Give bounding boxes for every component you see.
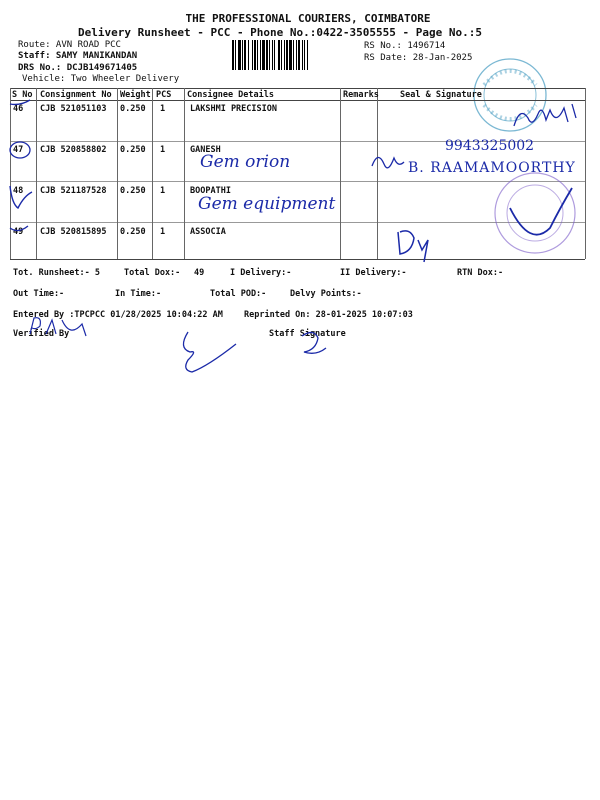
header-pcs: PCS [156, 90, 172, 100]
entered-by: Entered By :TPCPCC 01/28/2025 10:04:22 AM [13, 310, 223, 320]
company-title: THE PROFESSIONAL COURIERS, COIMBATORE [185, 12, 431, 25]
rs-date: RS Date: 28-Jan-2025 [364, 53, 473, 63]
header-seal-signature: Seal & Signature [400, 90, 482, 100]
handwritten-phone: 9943325002 [445, 138, 535, 154]
row-sno: 46 [13, 104, 24, 114]
handwritten-receiver-name: B. RAAMAMOORTHY [408, 160, 576, 176]
total-pod: Total POD:- [210, 289, 267, 299]
signature-row-1 [506, 96, 586, 136]
ii-delivery: II Delivery:- [340, 268, 407, 278]
verified-by: Verified By [13, 329, 70, 339]
signature-row-2 [368, 146, 408, 180]
row-weight: 0.250 [120, 104, 146, 114]
row-consignment: CJB 520858802 [40, 145, 107, 155]
out-time: Out Time:- [13, 289, 65, 299]
row-pcs: 1 [160, 227, 166, 237]
row-sno: 48 [13, 186, 24, 196]
rtn-dox: RTN Dox:- [457, 268, 504, 278]
row-sno: 49 [13, 227, 24, 237]
header-remarks: Remarks [343, 90, 379, 100]
handwritten-company: Gem equipment [198, 194, 336, 214]
row-weight: 0.250 [120, 227, 146, 237]
header-consignment: Consignment No [40, 90, 112, 100]
i-delivery: I Delivery:- [230, 268, 292, 278]
tot-runsheet: Tot. Runsheet:- 5 [13, 268, 100, 278]
total-dox-label: Total Dox:- [124, 268, 181, 278]
drs-number: DRS No.: DCJB149671405 [18, 63, 138, 73]
row-weight: 0.250 [120, 186, 146, 196]
row-consignee: LAKSHMI PRECISION [190, 104, 277, 114]
row-consignment: CJB 521187528 [40, 186, 107, 196]
row-pcs: 1 [160, 104, 166, 114]
staff-signature: Staff Signature [269, 329, 346, 339]
reprinted-on: Reprinted On: 28-01-2025 10:07:03 [244, 310, 413, 320]
sno-tick-marks [6, 96, 40, 241]
delvy-points: Delvy Points:- [290, 289, 362, 299]
row-consignee: BOOPATHI [190, 186, 231, 196]
header-weight: Weight [120, 90, 151, 100]
header-consignee: Consignee Details [187, 90, 274, 100]
staff: Staff: SAMY MANIKANDAN [18, 51, 138, 61]
row-weight: 0.250 [120, 145, 146, 155]
total-dox-value: 49 [194, 268, 205, 278]
row-pcs: 1 [160, 186, 166, 196]
route: Route: AVN ROAD PCC [18, 40, 121, 50]
row-consignee: GANESH [190, 145, 221, 155]
row-pcs: 1 [160, 145, 166, 155]
staff-signature-mark [296, 326, 336, 360]
runsheet-subtitle: Delivery Runsheet - PCC - Phone No.:0422-3505555 - Page No.:5 [78, 26, 482, 39]
handwritten-company: Gem orion [200, 152, 291, 172]
rs-number: RS No.: 1496714 [364, 41, 446, 51]
header-sno: S No [12, 90, 33, 100]
signature-row-4 [392, 226, 442, 266]
barcode [232, 40, 354, 70]
row-consignment: CJB 520815895 [40, 227, 107, 237]
verified-by-signature [168, 328, 240, 376]
round-seal [480, 168, 590, 268]
in-time: In Time:- [115, 289, 162, 299]
row-consignment: CJB 521051103 [40, 104, 107, 114]
row-consignee: ASSOCIA [190, 227, 226, 237]
entered-by-signature [26, 314, 96, 340]
row-sno: 47 [13, 145, 24, 155]
vehicle: Vehicle: Two Wheeler Delivery [22, 74, 180, 84]
